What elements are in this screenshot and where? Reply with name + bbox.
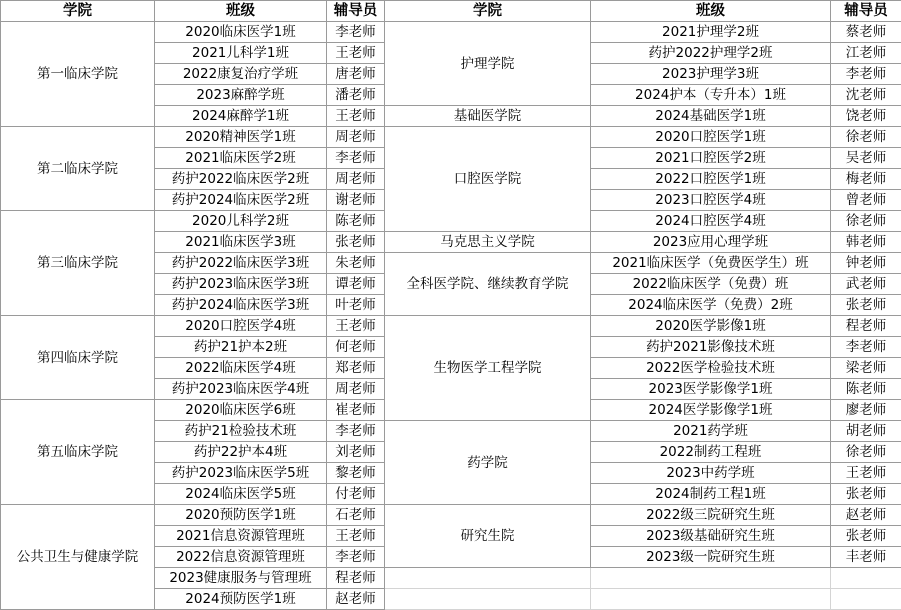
counselor-cell[interactable]: 付老师 [327, 484, 385, 505]
college-cell[interactable]: 第一临床学院 [1, 22, 155, 127]
college-cell[interactable]: 第三临床学院 [1, 211, 155, 316]
counselor-cell[interactable]: 张老师 [327, 232, 385, 253]
counselor-cell[interactable]: 韩老师 [831, 232, 901, 253]
class-cell[interactable]: 2021临床医学（免费医学生）班 [591, 253, 831, 274]
class-cell[interactable]: 2021药学班 [591, 421, 831, 442]
class-cell[interactable]: 2020儿科学2班 [155, 211, 327, 232]
college-cell[interactable]: 护理学院 [385, 22, 591, 106]
header-class-right[interactable]: 班级 [591, 1, 831, 22]
counselor-cell[interactable]: 周老师 [327, 379, 385, 400]
class-cell[interactable]: 2022口腔医学1班 [591, 169, 831, 190]
counselor-cell[interactable]: 吴老师 [831, 148, 901, 169]
class-cell[interactable]: 药护2022临床医学3班 [155, 253, 327, 274]
counselor-cell[interactable]: 张老师 [831, 295, 901, 316]
class-cell[interactable]: 药护2022临床医学2班 [155, 169, 327, 190]
counselor-cell[interactable]: 谢老师 [327, 190, 385, 211]
header-class-left[interactable]: 班级 [155, 1, 327, 22]
class-cell[interactable]: 2023麻醉学班 [155, 85, 327, 106]
counselor-cell[interactable]: 黎老师 [327, 463, 385, 484]
counselor-cell[interactable]: 李老师 [327, 547, 385, 568]
counselor-cell[interactable]: 唐老师 [327, 64, 385, 85]
counselor-cell[interactable]: 徐老师 [831, 127, 901, 148]
class-cell[interactable]: 2023级一院研究生班 [591, 547, 831, 568]
table-row [1, 22, 901, 43]
counselor-cell[interactable]: 廖老师 [831, 400, 901, 421]
class-cell[interactable]: 药护2023临床医学3班 [155, 274, 327, 295]
empty-cell[interactable] [831, 568, 901, 589]
college-cell[interactable]: 马克思主义学院 [385, 232, 591, 253]
counselor-cell[interactable]: 李老师 [327, 148, 385, 169]
counselor-cell[interactable]: 丰老师 [831, 547, 901, 568]
counselor-cell[interactable]: 梅老师 [831, 169, 901, 190]
counselor-cell[interactable]: 梁老师 [831, 358, 901, 379]
counselor-cell[interactable]: 徐老师 [831, 442, 901, 463]
counselor-cell[interactable]: 赵老师 [831, 505, 901, 526]
counselor-cell[interactable]: 李老师 [831, 337, 901, 358]
counselor-cell[interactable]: 谭老师 [327, 274, 385, 295]
class-cell[interactable]: 2023医学影像学1班 [591, 379, 831, 400]
empty-cell[interactable] [385, 589, 591, 610]
class-cell[interactable]: 2023健康服务与管理班 [155, 568, 327, 589]
empty-cell[interactable] [385, 568, 591, 589]
counselor-cell[interactable]: 周老师 [327, 127, 385, 148]
counselor-cell[interactable]: 饶老师 [831, 106, 901, 127]
counselor-cell[interactable]: 朱老师 [327, 253, 385, 274]
class-cell[interactable]: 2023应用心理学班 [591, 232, 831, 253]
college-cell[interactable]: 药学院 [385, 421, 591, 505]
counselor-cell[interactable]: 王老师 [327, 316, 385, 337]
header-row [1, 1, 901, 22]
class-cell[interactable]: 2024口腔医学4班 [591, 211, 831, 232]
class-cell[interactable]: 药护2024临床医学2班 [155, 190, 327, 211]
college-cell[interactable]: 全科医学院、继续教育学院 [385, 253, 591, 316]
counselor-cell[interactable]: 江老师 [831, 43, 901, 64]
counselor-cell[interactable]: 崔老师 [327, 400, 385, 421]
class-cell[interactable]: 2022临床医学4班 [155, 358, 327, 379]
header-college-right[interactable]: 学院 [385, 1, 591, 22]
college-cell[interactable]: 公共卫生与健康学院 [1, 505, 155, 610]
empty-cell[interactable] [591, 589, 831, 610]
class-cell[interactable]: 2022康复治疗学班 [155, 64, 327, 85]
class-cell[interactable]: 2023口腔医学4班 [591, 190, 831, 211]
class-cell[interactable]: 药护2024临床医学3班 [155, 295, 327, 316]
counselor-cell[interactable]: 李老师 [327, 421, 385, 442]
counselor-cell[interactable]: 李老师 [327, 22, 385, 43]
counselor-cell[interactable]: 刘老师 [327, 442, 385, 463]
counselor-cell[interactable]: 蔡老师 [831, 22, 901, 43]
class-cell[interactable]: 药护2023临床医学5班 [155, 463, 327, 484]
counselor-cell[interactable]: 叶老师 [327, 295, 385, 316]
counselor-cell[interactable]: 曾老师 [831, 190, 901, 211]
class-cell[interactable]: 药护2023临床医学4班 [155, 379, 327, 400]
class-cell[interactable]: 2020医学影像1班 [591, 316, 831, 337]
counselor-cell[interactable]: 张老师 [831, 484, 901, 505]
class-cell[interactable]: 2021口腔医学2班 [591, 148, 831, 169]
class-cell[interactable]: 药护2021影像技术班 [591, 337, 831, 358]
table-row [1, 505, 901, 526]
class-cell[interactable]: 2020口腔医学1班 [591, 127, 831, 148]
class-cell[interactable]: 2022级三院研究生班 [591, 505, 831, 526]
counselor-cell[interactable]: 胡老师 [831, 421, 901, 442]
class-cell[interactable]: 2020口腔医学4班 [155, 316, 327, 337]
counselor-cell[interactable]: 张老师 [831, 526, 901, 547]
class-cell[interactable]: 药护21检验技术班 [155, 421, 327, 442]
class-cell[interactable]: 药护21护本2班 [155, 337, 327, 358]
class-cell[interactable]: 2023护理学3班 [591, 64, 831, 85]
counselor-cell[interactable]: 王老师 [831, 463, 901, 484]
table-body [1, 22, 901, 610]
class-cell[interactable]: 2024预防医学1班 [155, 589, 327, 610]
class-cell[interactable]: 2020预防医学1班 [155, 505, 327, 526]
class-cell[interactable]: 2024麻醉学1班 [155, 106, 327, 127]
college-cell[interactable]: 口腔医学院 [385, 127, 591, 232]
table-row [1, 127, 901, 148]
college-cell[interactable]: 第五临床学院 [1, 400, 155, 505]
counselor-cell[interactable]: 王老师 [327, 43, 385, 64]
header-college-left[interactable]: 学院 [1, 1, 155, 22]
counselor-cell[interactable]: 程老师 [327, 568, 385, 589]
counselor-cell[interactable]: 徐老师 [831, 211, 901, 232]
class-cell[interactable]: 2022临床医学（免费）班 [591, 274, 831, 295]
counselor-cell[interactable]: 王老师 [327, 106, 385, 127]
college-cell[interactable]: 第二临床学院 [1, 127, 155, 211]
counselor-cell[interactable]: 赵老师 [327, 589, 385, 610]
header-counselor-right[interactable]: 辅导员 [831, 1, 901, 22]
class-cell[interactable]: 2021临床医学2班 [155, 148, 327, 169]
counselor-cell[interactable]: 李老师 [831, 64, 901, 85]
college-cell[interactable]: 基础医学院 [385, 106, 591, 127]
class-cell[interactable]: 2020精神医学1班 [155, 127, 327, 148]
empty-cell[interactable] [591, 568, 831, 589]
header-counselor-left[interactable]: 辅导员 [327, 1, 385, 22]
class-cell[interactable]: 2022信息资源管理班 [155, 547, 327, 568]
class-cell[interactable]: 2021信息资源管理班 [155, 526, 327, 547]
counselor-cell[interactable]: 潘老师 [327, 85, 385, 106]
class-cell[interactable]: 2020临床医学6班 [155, 400, 327, 421]
counselor-cell[interactable]: 郑老师 [327, 358, 385, 379]
table-row [1, 316, 901, 337]
college-cell[interactable]: 第四临床学院 [1, 316, 155, 400]
counselor-cell[interactable]: 程老师 [831, 316, 901, 337]
counselor-cell[interactable]: 何老师 [327, 337, 385, 358]
class-cell[interactable]: 药护2022护理学2班 [591, 43, 831, 64]
counselor-cell[interactable]: 沈老师 [831, 85, 901, 106]
class-cell[interactable]: 2024临床医学5班 [155, 484, 327, 505]
class-cell[interactable]: 2023中药学班 [591, 463, 831, 484]
class-cell[interactable]: 2021护理学2班 [591, 22, 831, 43]
college-cell[interactable]: 生物医学工程学院 [385, 316, 591, 421]
counselor-cell[interactable]: 武老师 [831, 274, 901, 295]
class-cell[interactable]: 2022医学检验技术班 [591, 358, 831, 379]
counselor-cell[interactable]: 王老师 [327, 526, 385, 547]
class-cell[interactable]: 2021儿科学1班 [155, 43, 327, 64]
class-cell[interactable]: 2024制药工程1班 [591, 484, 831, 505]
counselor-cell[interactable]: 钟老师 [831, 253, 901, 274]
empty-cell[interactable] [831, 589, 901, 610]
counselor-cell[interactable]: 陈老师 [831, 379, 901, 400]
class-cell[interactable]: 2023级基础研究生班 [591, 526, 831, 547]
class-cell[interactable]: 2024医学影像学1班 [591, 400, 831, 421]
class-cell[interactable]: 2020临床医学1班 [155, 22, 327, 43]
class-cell[interactable]: 2024护本（专升本）1班 [591, 85, 831, 106]
class-cell[interactable]: 2022制药工程班 [591, 442, 831, 463]
class-cell[interactable]: 药护22护本4班 [155, 442, 327, 463]
counselor-cell[interactable]: 陈老师 [327, 211, 385, 232]
class-cell[interactable]: 2021临床医学3班 [155, 232, 327, 253]
counselor-cell[interactable]: 石老师 [327, 505, 385, 526]
class-cell[interactable]: 2024临床医学（免费）2班 [591, 295, 831, 316]
college-cell[interactable]: 研究生院 [385, 505, 591, 568]
class-cell[interactable]: 2024基础医学1班 [591, 106, 831, 127]
counselor-cell[interactable]: 周老师 [327, 169, 385, 190]
